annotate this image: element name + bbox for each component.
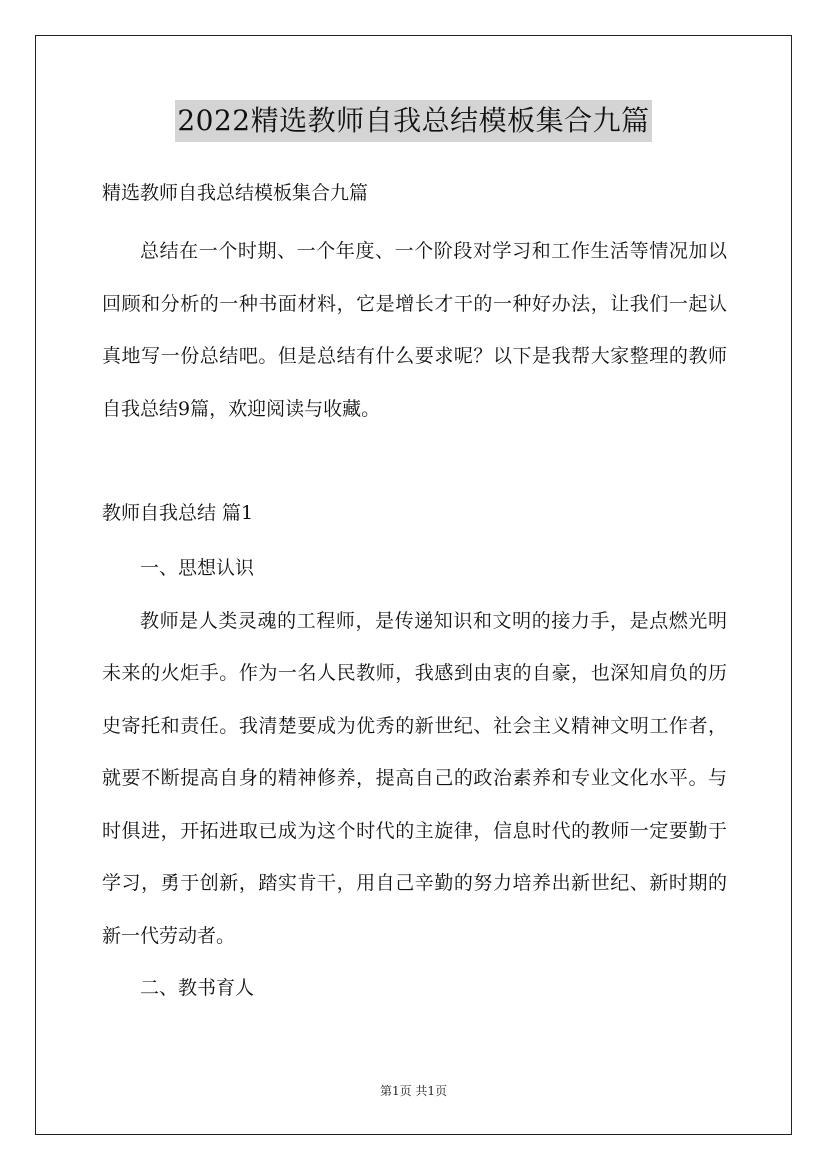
section-heading-2: 二、教书育人 xyxy=(140,977,255,999)
section-title: 教师自我总结 篇1 xyxy=(102,502,254,524)
intro-paragraph: 总结在一个时期、一个年度、一个阶段对学习和工作生活等情况加以回顾和分析的一种书面材料，它是增长才干的一种好办法，让我们一起认真地写一份总结吧。但是总结有什么要求呢？以下是我帮大家整理的教师自我总结9篇，欢迎阅读与收藏。 xyxy=(102,240,727,420)
body-paragraph-1: 教师是人类灵魂的工程师，是传递知识和文明的接力手，是点燃光明未来的火炬手。作为一名人民教师，我感到由衷的自豪，也深知肩负的历史寄托和责任。我清楚要成为优秀的新世纪、社会主义精神文明工作者，就要不断提高自身的精神修养，提高自己的政治素养和专业文化水平。与时俱进，开拓进取已成为这个时代的主旋律，信息时代的教师一定要勤于学习，勇于创新，踏实肯干，用自己辛勤的努力培养出新世纪、新时期的新一代劳动者。 xyxy=(102,609,727,947)
document-body xyxy=(102,174,727,1015)
page-footer: 第1页 共1页 xyxy=(379,1084,448,1098)
document-title: 2022精选教师自我总结模板集合九篇 xyxy=(175,100,651,142)
document-subtitle: 精选教师自我总结模板集合九篇 xyxy=(102,182,369,204)
document-title-container xyxy=(0,100,827,146)
section-heading-1: 一、思想认识 xyxy=(140,557,255,579)
